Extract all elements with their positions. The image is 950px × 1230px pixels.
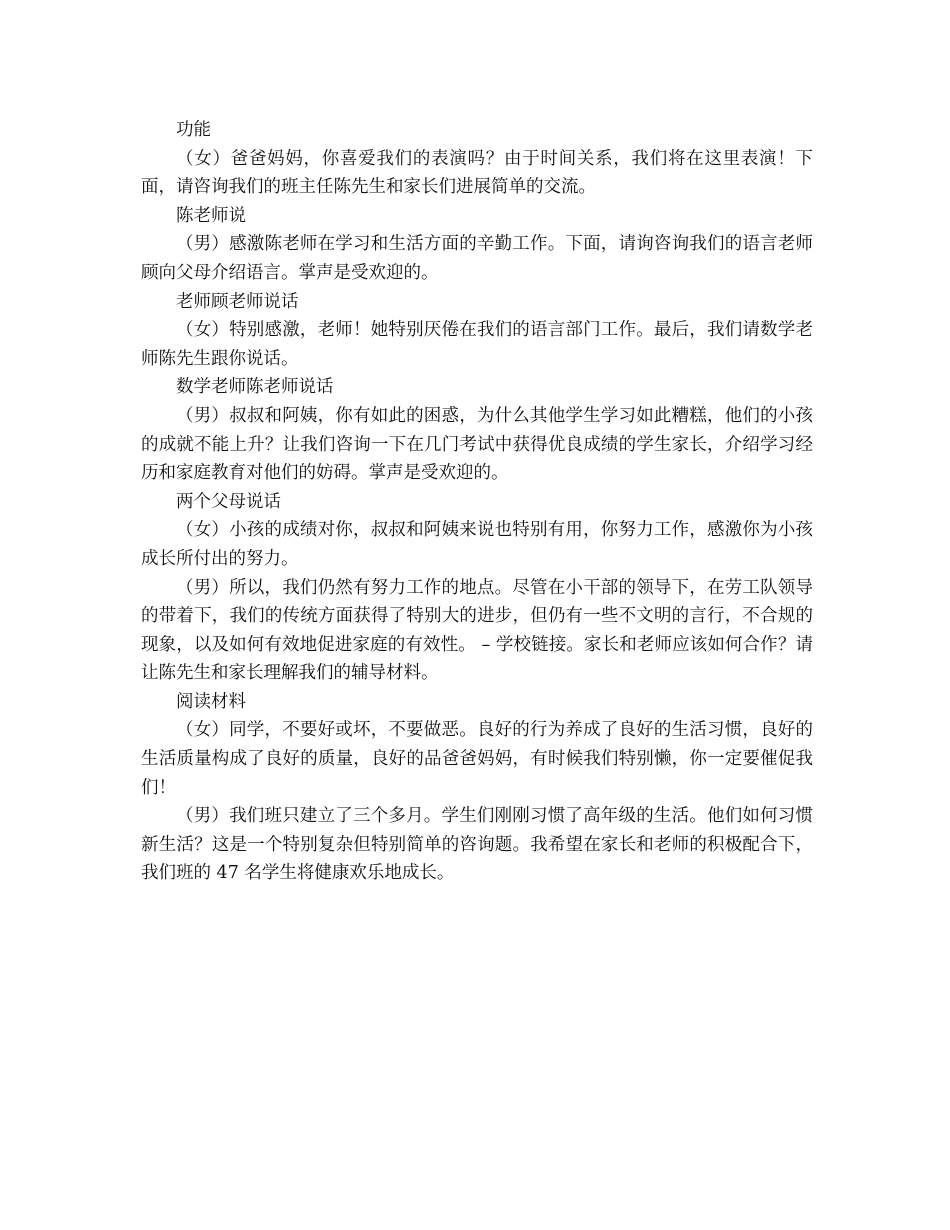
paragraph-male-closing: （男）我们班只建立了三个多月。学生们刚刚习惯了高年级的生活。他们如何习惯新生活？这是一个特别复杂但特别简单的咨询题。我希望在家长和老师的积极配合下，我们班的 47 名学生将健康欢乐地成长。 (141, 806, 813, 884)
heading-teacher-chen: 陈老师说 (176, 205, 246, 226)
paragraph-female-thanks: （女）特别感激，老师！她特别厌倦在我们的语言部门工作。最后，我们请数学老师陈先生跟你说话。 (141, 320, 813, 369)
document-body (141, 116, 813, 888)
paragraph-female-habits: （女）同学，不要好或坏，不要做恶。良好的行为养成了良好的生活习惯，良好的生活质量构成了良好的质量，良好的品爸爸妈妈，有时候我们特别懒，你一定要催促我们！ (141, 720, 813, 798)
heading-reading-material: 阅读材料 (176, 691, 246, 712)
paragraph-female-intro: （女）爸爸妈妈，你喜爱我们的表演吗？由于时间关系，我们将在这里表演！下面，请咨询我们的班主任陈先生和家长们进展简单的交流。 (141, 148, 813, 198)
paragraph-female-grades: （女）小孩的成绩对你，叔叔和阿姨来说也特别有用，你努力工作，感激你为小孩成长所付出的努力。 (141, 520, 813, 569)
heading-function: 功能 (176, 120, 211, 140)
paragraph-male-parents: （男）叔叔和阿姨，你有如此的困惑，为什么其他学生学习如此糟糕，他们的小孩的成就不能上升？让我们咨询一下在几门考试中获得优良成绩的学生家长，介绍学习经历和家庭教育对他们的妨碍。掌声是受欢迎的。 (141, 405, 813, 484)
heading-teacher-gu: 老师顾老师说话 (176, 291, 299, 312)
heading-two-parents: 两个父母说话 (176, 491, 281, 512)
paragraph-male-thanks: （男）感激陈老师在学习和生活方面的辛勤工作。下面，请询咨询我们的语言老师顾向父母介绍语言。掌声是受欢迎的。 (141, 234, 813, 283)
heading-math-teacher: 数学老师陈老师说话 (176, 377, 334, 398)
paragraph-male-progress: （男）所以，我们仍然有努力工作的地点。尽管在小干部的领导下，在劳工队领导的带着下，我们的传统方面获得了特别大的进步，但仍有一些不文明的言行，不合规的现象，以及如何有效地促进家庭的有效性。 – 学校链接。家长和老师应该如何合作？请让陈先生和家长理解我们的辅导材料。 (141, 577, 813, 684)
